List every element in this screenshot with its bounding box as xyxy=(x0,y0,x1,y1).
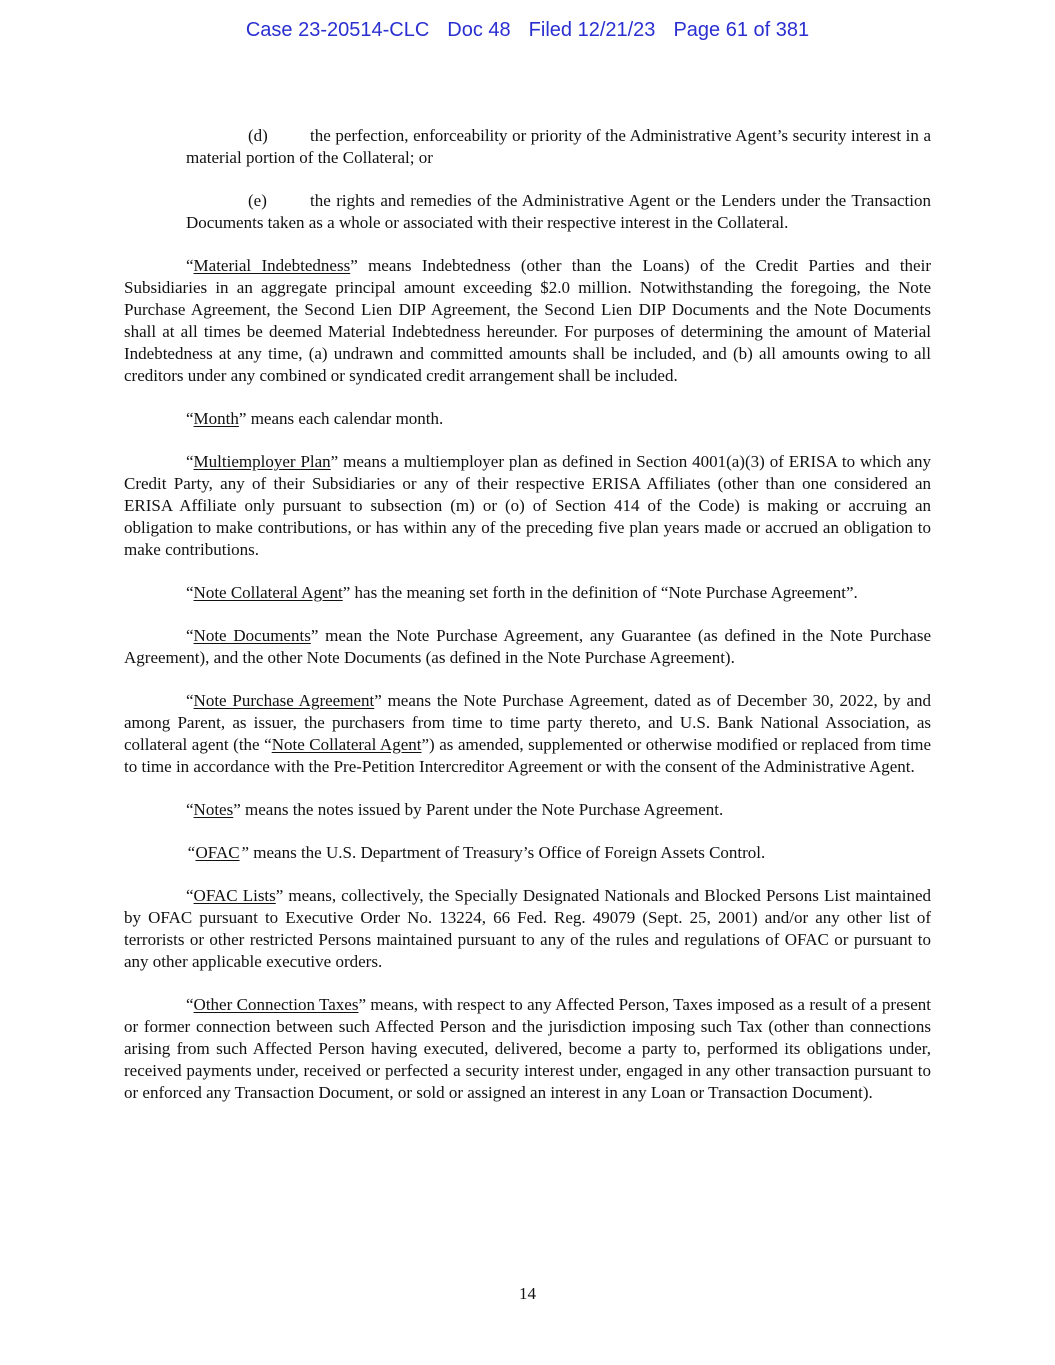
clause-text: the rights and remedies of the Administrative Agent or the Lenders under the Transaction Documents taken as a whole or associated with their respective interest in the Collateral. xyxy=(186,191,931,232)
defined-term: Note Documents xyxy=(193,626,311,645)
definition-text: means the U.S. Department of Treasury’s Office of Foreign Assets Control. xyxy=(249,843,766,862)
definition-note-documents: “Note Documents” mean the Note Purchase Agreement, any Guarantee (as defined in the Note Purchase Agreement), and the other Note Documents (as defined in the Note Purchase Agreement). xyxy=(124,626,931,667)
defined-term: Note Collateral Agent xyxy=(193,583,343,602)
definition-month: “Month” means each calendar month. xyxy=(186,409,444,428)
defined-term: Other Connection Taxes xyxy=(193,995,359,1014)
definition-text: means the notes issued by Parent under the Note Purchase Agreement. xyxy=(240,800,724,819)
document-body xyxy=(124,125,931,1125)
definition-ofac: “OFAC” means the U.S. Department of Treasury’s Office of Foreign Assets Control. xyxy=(186,843,766,862)
case-number: Case 23-20514-CLC xyxy=(245,19,430,41)
definition-text: means Indebtedness (other than the Loans) of the Credit Parties and their Subsidiaries in an aggregate principal amount exceeding $2.0 million. Notwithstanding the foregoing, the Note Purchase Agreement, the Second Lien DIP Agreement, the Second Lien DIP Documents and the Note Documents shall at all times be deemed Material Indebtedness hereunder. For purposes of determining the amount of Material Indebtedness at any time, (a) undrawn and committed amounts shall be included, and (b) all amounts owing to all creditors under any combined or syndicated credit arrangement shall be included. xyxy=(124,256,931,385)
definition-text: means, with respect to any Affected Person, Taxes imposed as a result of a present or former connection between such Affected Person and the jurisdiction imposing such Tax (other than connections arising from such Affected Person having executed, delivered, become a party to, performed its obligations under, received payments under, received or perfected a security interest under, engaged in any other transaction pursuant to or enforced any Transaction Document, or sold or assigned an interest in any Loan or Transaction Document). xyxy=(124,995,931,1102)
inline-defined-term: Note Collateral Agent xyxy=(271,735,422,754)
definition-text: mean the Note Purchase Agreement, any Guarantee (as defined in the Note Purchase Agreement), and the other Note Documents (as defined in the Note Purchase Agreement). xyxy=(124,626,931,667)
case-header xyxy=(0,19,1055,42)
page-number: 14 xyxy=(519,1284,536,1303)
clause-d xyxy=(186,125,931,169)
clause-text: the perfection, enforceability or priority of the Administrative Agent’s security interest in a material portion of the Collateral; or xyxy=(186,126,931,167)
definition-text-continued: ”) as amended, supplemented or otherwise modified or replaced from time to time in accordance with the Pre-Petition Intercreditor Agreement or with the consent of the Administrative Agent. xyxy=(124,735,932,776)
definition-text: means, collectively, the Specially Designated Nationals and Blocked Persons List maintained by OFAC pursuant to Executive Order No. 13224, 66 Fed. Reg. 49079 (Sept. 25, 2001) and/or any other list of terrorists or other restricted Persons maintained pursuant to any of the rules and regulations of OFAC or pursuant to any other applicable executive orders. xyxy=(124,886,931,971)
defined-term: Material Indebtedness xyxy=(193,256,351,275)
clause-label: (d) xyxy=(248,126,268,145)
definition-notes: “Notes” means the notes issued by Parent under the Note Purchase Agreement. xyxy=(186,800,724,819)
definition-text: means a multiemployer plan as defined in Section 4001(a)(3) of ERISA to which any Credit Party, any of their Subsidiaries or any of their respective ERISA Affiliates (other than one considered an ERISA Affiliate only pursuant to subsection (m) or (o) of Section 414 of the Code) is making or accruing an obligation to make contributions, or has within any of the preceding five plan years made or accrued an obligation to make contributions. xyxy=(124,452,931,559)
clause-label: (e) xyxy=(248,191,267,210)
definition-other-connection-taxes: “Other Connection Taxes” means, with respect to any Affected Person, Taxes imposed as a result of a present or former connection between such Affected Person and the jurisdiction imposing such Tax (other than connections arising from such Affected Person having executed, delivered, become a party to, performed its obligations under, received payments under, received or perfected a security interest under, engaged in any other transaction pursuant to or enforced any Transaction Document, or sold or assigned an interest in any Loan or Transaction Document). xyxy=(124,995,931,1102)
definition-text: means the Note Purchase Agreement, dated as of December 30, 2022, by and among Parent, as issuer, the purchasers from time to time party thereto, and U.S. Bank National Association, as collateral agent (the “ xyxy=(124,691,931,754)
defined-term: Month xyxy=(193,409,239,428)
definition-text: has the meaning set forth in the definition of “Note Purchase Agreement”. xyxy=(350,583,858,602)
definition-text: means each calendar month. xyxy=(246,409,444,428)
defined-term: OFAC xyxy=(195,843,240,862)
definition-material-indebtedness: “Material Indebtedness” means Indebtedness (other than the Loans) of the Credit Parties and their Subsidiaries in an aggregate principal amount exceeding $2.0 million. Notwithstanding the foregoing, the Note Purchase Agreement, the Second Lien DIP Agreement, the Second Lien DIP Documents and the Note Documents shall at all times be deemed Material Indebtedness hereunder. For purposes of determining the amount of Material Indebtedness at any time, (a) undrawn and committed amounts shall be included, and (b) all amounts owing to all creditors under any combined or syndicated credit arrangement shall be included. xyxy=(124,256,931,385)
definition-multiemployer-plan: “Multiemployer Plan” means a multiemployer plan as defined in Section 4001(a)(3) of ERISA to which any Credit Party, any of their Subsidiaries or any of their respective ERISA Affiliates (other than one considered an ERISA Affiliate only pursuant to subsection (m) or (o) of Section 414 of the Code) is making or accruing an obligation to make contributions, or has within any of the preceding five plan years made or accrued an obligation to make contributions. xyxy=(124,452,931,559)
defined-term: Notes xyxy=(193,800,234,819)
definition-note-collateral-agent: “Note Collateral Agent” has the meaning set forth in the definition of “Note Purchase Agreement”. xyxy=(186,583,858,602)
defined-term: Multiemployer Plan xyxy=(193,452,331,471)
doc-number: Doc 48 xyxy=(447,19,511,41)
page-of-total: Page 61 of 381 xyxy=(673,19,810,41)
clause-e xyxy=(186,190,931,234)
definition-ofac-lists: “OFAC Lists” means, collectively, the Specially Designated Nationals and Blocked Persons List maintained by OFAC pursuant to Executive Order No. 13224, 66 Fed. Reg. 49079 (Sept. 25, 2001) and/or any other list of terrorists or other restricted Persons maintained pursuant to any of the rules and regulations of OFAC or pursuant to any other applicable executive orders. xyxy=(124,886,931,971)
defined-term: OFAC Lists xyxy=(193,886,276,905)
definition-note-purchase-agreement: “Note Purchase Agreement” means the Note Purchase Agreement, dated as of December 30, 2022, by and among Parent, as issuer, the purchasers from time to time party thereto, and U.S. Bank National Association, as collateral agent (the “Note Collateral Agent”) as amended, supplemented or otherwise modified or replaced from time to time in accordance with the Pre-Petition Intercreditor Agreement or with the consent of the Administrative Agent. xyxy=(124,691,932,776)
filed-date: Filed 12/21/23 xyxy=(528,19,656,41)
defined-term: Note Purchase Agreement xyxy=(193,691,375,710)
